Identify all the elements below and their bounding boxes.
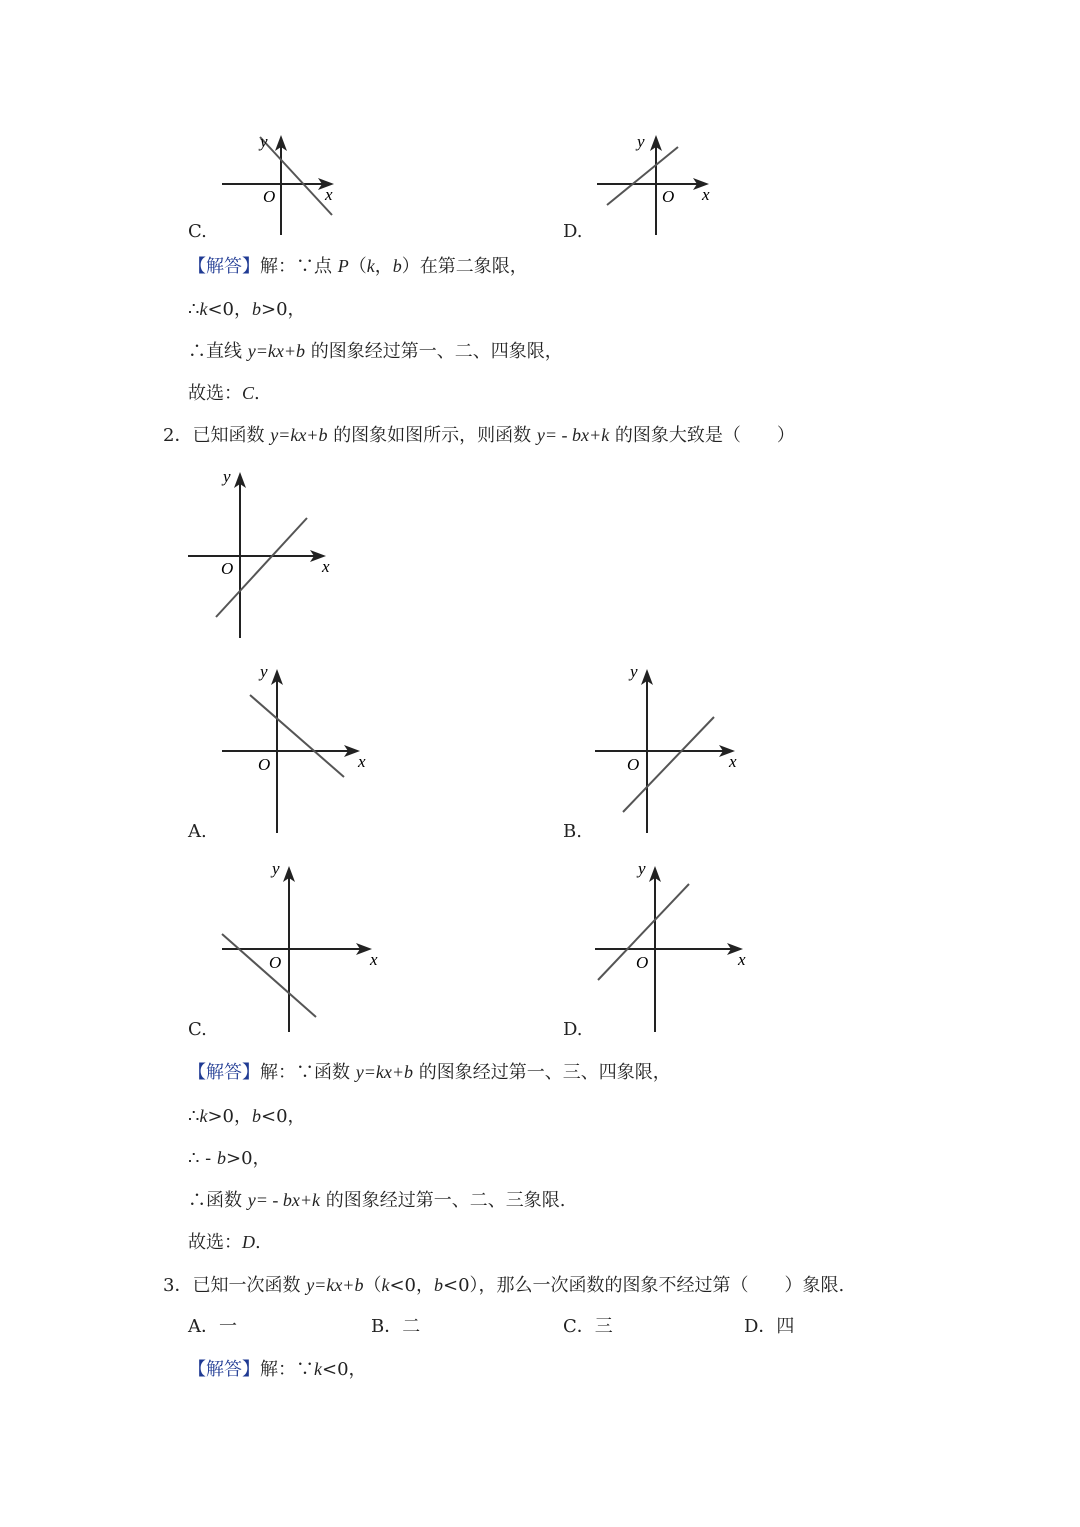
origin-label: O bbox=[636, 953, 649, 972]
graph-p1-d bbox=[585, 125, 735, 240]
answer-tag: 【解答】 bbox=[188, 256, 260, 277]
graph-q2-option-a bbox=[210, 655, 380, 840]
function-line bbox=[222, 934, 316, 1017]
graph-q2-given bbox=[180, 460, 350, 645]
y-axis-label: y bbox=[260, 662, 268, 681]
answer-p1-line2: ∴k<0，b>0， bbox=[188, 299, 306, 320]
option-label-a: A. bbox=[188, 821, 207, 842]
answer-p1-line3: ∴直线 y=kx+b 的图象经过第一、二、四象限， bbox=[188, 341, 563, 362]
answer-q3-line1: 【解答】解：∵k<0， bbox=[188, 1359, 367, 1380]
y-axis-label: y bbox=[637, 132, 645, 151]
answer-q2-line4: ∴函数 y= - bx+k 的图象经过第一、二、三象限. bbox=[188, 1190, 566, 1211]
graph-q2-option-d bbox=[585, 852, 755, 1037]
x-axis-label: x bbox=[325, 185, 333, 204]
origin-label: O bbox=[263, 187, 276, 206]
question-number: 2． bbox=[163, 425, 193, 446]
y-axis-label: y bbox=[630, 662, 638, 681]
graph-q2-option-c bbox=[210, 852, 390, 1037]
origin-label: O bbox=[627, 755, 640, 774]
q3-option-c: C．三 bbox=[563, 1316, 613, 1337]
origin-label: O bbox=[269, 953, 282, 972]
answer-tag: 【解答】 bbox=[188, 1359, 260, 1380]
answer-tag: 【解答】 bbox=[188, 1062, 260, 1083]
x-axis-label: x bbox=[322, 557, 330, 576]
x-axis-label: x bbox=[702, 185, 710, 204]
answer-p1-line1: 【解答】解：∵点 P（k，b）在第二象限， bbox=[188, 256, 528, 277]
question-2: 2．已知函数 y=kx+b 的图象如图所示，则函数 y= - bx+k 的图象大致是（ ） bbox=[163, 425, 795, 446]
origin-label: O bbox=[258, 755, 271, 774]
question-3: 3．已知一次函数 y=kx+b（k<0，b<0），那么一次函数的图象不经过第（ ）象限. bbox=[163, 1275, 845, 1296]
origin-label: O bbox=[662, 187, 675, 206]
q3-option-a: A．一 bbox=[188, 1316, 237, 1337]
answer-q2-line5: 故选：D. bbox=[188, 1232, 261, 1253]
answer-q2-line3: ∴ - b>0， bbox=[188, 1148, 271, 1169]
y-axis-label: y bbox=[272, 859, 280, 878]
q3-option-d: D．四 bbox=[744, 1316, 795, 1337]
x-axis-label: x bbox=[729, 752, 737, 771]
option-label-c: C. bbox=[188, 221, 207, 242]
answer-p1-line4: 故选：C. bbox=[188, 383, 260, 404]
q3-option-b: B．二 bbox=[371, 1316, 421, 1337]
x-axis-label: x bbox=[738, 950, 746, 969]
graph-q2-option-b bbox=[585, 655, 755, 840]
x-axis-label: x bbox=[370, 950, 378, 969]
option-label-b: B. bbox=[563, 821, 582, 842]
answer-q2-line2: ∴k>0，b<0， bbox=[188, 1106, 306, 1127]
y-axis-label: y bbox=[223, 467, 231, 486]
option-label-d: D. bbox=[563, 221, 583, 242]
answer-q2-line1: 【解答】解：∵函数 y=kx+b 的图象经过第一、三、四象限， bbox=[188, 1062, 671, 1083]
option-label-d: D. bbox=[563, 1019, 583, 1040]
x-axis-label: x bbox=[358, 752, 366, 771]
y-axis-label: y bbox=[260, 132, 268, 151]
question-number: 3． bbox=[163, 1275, 193, 1296]
option-label-c: C. bbox=[188, 1019, 207, 1040]
y-axis-label: y bbox=[638, 859, 646, 878]
origin-label: O bbox=[221, 559, 234, 578]
graph-p1-c bbox=[210, 125, 360, 240]
